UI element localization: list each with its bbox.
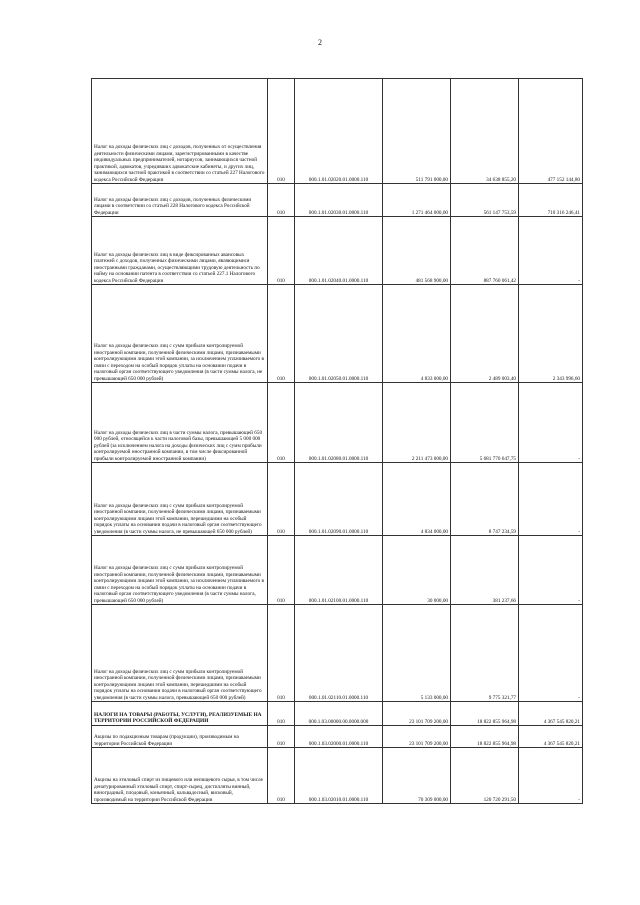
table-row: [92, 79, 583, 184]
row-code-cell: 010: [268, 184, 295, 217]
row-planned-cell: 511 791 000,00: [383, 79, 451, 184]
table-row: [92, 184, 583, 217]
row-executed-cell: 8 747 234,59: [451, 463, 519, 536]
row-kbk-cell: 000.1.01.02030.01.0000.110: [295, 184, 383, 217]
table-row: [92, 702, 583, 726]
row-planned-cell: 5 133 000,00: [383, 605, 451, 702]
row-remainder-cell: 477 152 144,80: [519, 79, 583, 184]
row-planned-cell: 70 309 000,00: [383, 748, 451, 804]
row-executed-cell: 381 237,66: [451, 536, 519, 605]
revenue-table: [91, 78, 583, 804]
row-name-cell: Налог на доходы физических лиц в части суммы налога, превышающей 650 000 рублей, относящейся к части налоговой базы, превышающей 5 000 000 рублей (за исключением налога на доходы физических лиц с сумм прибыли контролируемой иностранной компании, в том числе фиксированной прибыли контролируемой иностранной компании): [92, 383, 268, 463]
row-kbk-cell: 000.1.01.02100.01.0000.110: [295, 536, 383, 605]
row-kbk-cell: 000.1.01.02020.01.0000.110: [295, 79, 383, 184]
table-row: [92, 463, 583, 536]
row-remainder-cell: -: [519, 383, 583, 463]
row-kbk-cell: 000.1.01.02040.01.0000.110: [295, 217, 383, 285]
table-row: [92, 285, 583, 383]
row-name-cell: Налог на доходы физических лиц с сумм прибыли контролируемой иностранной компании, полученной физическими лицами, признаваемыми контролирующими лицами этой компании, за исключением уплачиваемого в связи с переходом на особый порядок уплаты на основании подачи в налоговый орган соответствующего уведомления (в части суммы налога, превышающей 650 000 рублей): [92, 536, 268, 605]
row-code-cell: 010: [268, 605, 295, 702]
row-name-cell: НАЛОГИ НА ТОВАРЫ (РАБОТЫ, УСЛУГИ), РЕАЛИЗУЕМЫЕ НА ТЕРРИТОРИИ РОССИЙСКОЙ ФЕДЕРАЦИИ: [92, 702, 268, 726]
row-executed-cell: 120 720 291,50: [451, 748, 519, 804]
row-code-cell: 010: [268, 702, 295, 726]
table-row: [92, 748, 583, 804]
row-executed-cell: 887 760 061,42: [451, 217, 519, 285]
row-remainder-cell: -: [519, 536, 583, 605]
row-planned-cell: 4 834 000,00: [383, 463, 451, 536]
row-name-cell: Налог на доходы физических лиц с сумм прибыли контролируемой иностранной компании, полученной физическими лицами, признаваемыми контролирующими лицами этой компании, перешедшими на особый порядок уплаты на основании подачи в налоговый орган соответствующего уведомления (в части суммы налога, не превышающей 650 000 рублей): [92, 463, 268, 536]
row-name-cell: Акцизы по подакцизным товарам (продукции), производимым на территории Российской Федерации: [92, 726, 268, 748]
row-code-cell: 010: [268, 726, 295, 748]
page-number: 2: [318, 38, 322, 47]
row-remainder-cell: -: [519, 217, 583, 285]
row-name-cell: Налог на доходы физических лиц в виде фиксированных авансовых платежей с доходов, полученных физическими лицами, являющимися иностранными гражданами, осуществляющими трудовую деятельность по найму на основании патента в соответствии со статьей 227.1 Налогового кодекса Российской Федерации: [92, 217, 268, 285]
row-name-cell: Акцизы на этиловый спирт из пищевого или непищевого сырья, в том числе денатурированный этиловый спирт, спирт-сырец, дистилляты винный, виноградный, плодовый, коньячный, кальвадосный, висковый, производимый на территории Российской Федерации: [92, 748, 268, 804]
row-kbk-cell: 000.1.01.02050.01.0000.110: [295, 285, 383, 383]
row-executed-cell: 18 822 855 964,98: [451, 726, 519, 748]
row-planned-cell: 481 568 900,00: [383, 217, 451, 285]
row-executed-cell: 9 775 321,77: [451, 605, 519, 702]
table-row: [92, 726, 583, 748]
row-kbk-cell: 000.1.03.02000.01.0000.110: [295, 726, 383, 748]
row-planned-cell: 2 211 473 000,00: [383, 383, 451, 463]
row-remainder-cell: -: [519, 748, 583, 804]
row-executed-cell: 18 822 855 964,98: [451, 702, 519, 726]
row-code-cell: 010: [268, 536, 295, 605]
row-name-cell: Налог на доходы физических лиц с сумм прибыли контролируемой иностранной компании, полученной физическими лицами, признаваемыми контролирующими лицами этой компании, перешедшими на особый порядок уплаты на основании подачи в налоговый орган соответствующего уведомления (в части суммы налога, превышающей 650 000 рублей): [92, 605, 268, 702]
row-name-cell: Налог на доходы физических лиц с сумм прибыли контролируемой иностранной компании, полученной физическими лицами, признаваемыми контролирующими лицами этой компании, за исключением уплачиваемого в связи с переходом на особый порядок уплаты на основании подачи в налоговый орган соответствующего уведомления (в части суммы налога, не превышающей 650 000 рублей): [92, 285, 268, 383]
row-remainder-cell: -: [519, 463, 583, 536]
row-code-cell: 010: [268, 383, 295, 463]
table-row: [92, 536, 583, 605]
row-remainder-cell: 710 316 246,41: [519, 184, 583, 217]
row-kbk-cell: 000.1.01.02090.01.0000.110: [295, 463, 383, 536]
table-row: [92, 605, 583, 702]
row-planned-cell: 23 101 709 200,00: [383, 726, 451, 748]
row-planned-cell: 4 833 000,00: [383, 285, 451, 383]
row-code-cell: 010: [268, 79, 295, 184]
row-executed-cell: 34 638 855,20: [451, 79, 519, 184]
row-planned-cell: 30 000,00: [383, 536, 451, 605]
row-remainder-cell: 2 343 996,60: [519, 285, 583, 383]
row-kbk-cell: 000.1.03.00000.00.0000.000: [295, 702, 383, 726]
row-code-cell: 010: [268, 463, 295, 536]
row-executed-cell: 2 489 003,40: [451, 285, 519, 383]
row-kbk-cell: 000.1.03.02010.01.0000.110: [295, 748, 383, 804]
row-executed-cell: 561 147 753,59: [451, 184, 519, 217]
row-remainder-cell: 4 367 545 820,21: [519, 726, 583, 748]
row-code-cell: 010: [268, 748, 295, 804]
row-name-cell: Налог на доходы физических лиц с доходов, полученных от осуществления деятельности физическими лицами, зарегистрированными в качестве индивидуальных предпринимателей, нотариусов, занимающихся частной практикой, адвокатов, учредивших адвокатские кабинеты, и других лиц, занимающихся частной практикой в соответствии со статьей 227 Налогового кодекса Российской Федерации: [92, 79, 268, 184]
table-row: [92, 383, 583, 463]
row-name-cell: Налог на доходы физических лиц с доходов, полученных физическими лицами в соответствии со статьей 228 Налогового кодекса Российской Федерации: [92, 184, 268, 217]
row-planned-cell: 1 271 464 000,00: [383, 184, 451, 217]
row-code-cell: 010: [268, 217, 295, 285]
row-executed-cell: 5 681 770 647,75: [451, 383, 519, 463]
row-remainder-cell: 4 367 545 820,21: [519, 702, 583, 726]
table-row: [92, 217, 583, 285]
row-planned-cell: 23 101 709 200,00: [383, 702, 451, 726]
row-remainder-cell: -: [519, 605, 583, 702]
row-code-cell: 010: [268, 285, 295, 383]
row-kbk-cell: 000.1.01.02080.01.0000.110: [295, 383, 383, 463]
row-kbk-cell: 000.1.01.02110.01.0000.110: [295, 605, 383, 702]
